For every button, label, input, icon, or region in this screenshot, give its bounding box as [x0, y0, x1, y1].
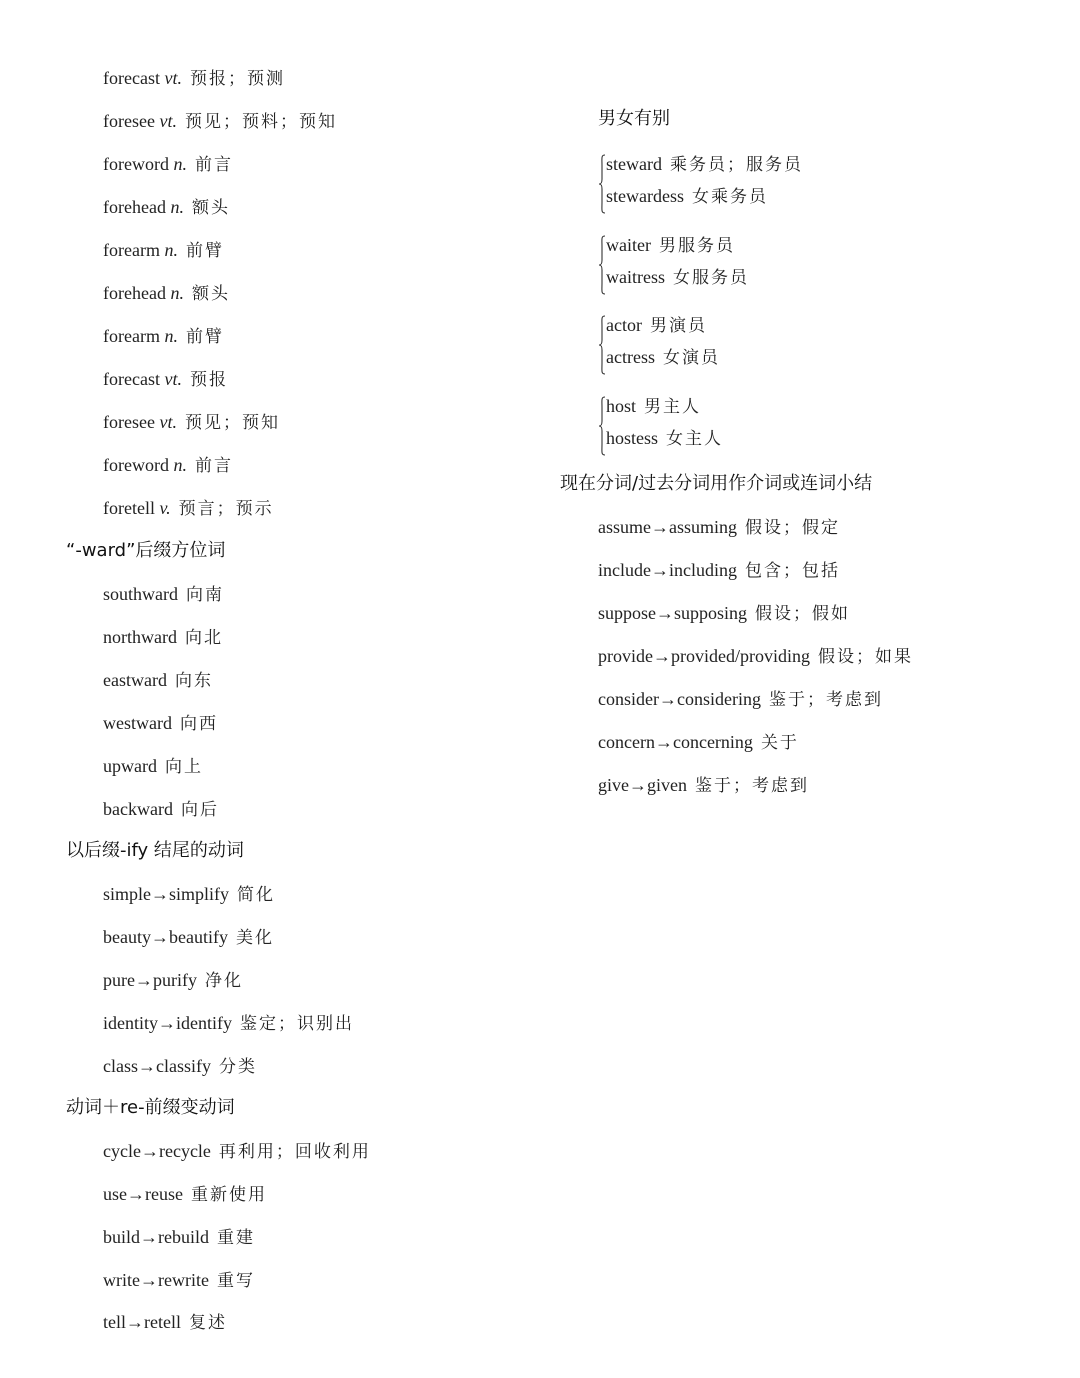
- vocab-entry: [606, 265, 749, 289]
- vocab-entry: [103, 324, 224, 348]
- vocab-meaning: 乘务员；服务员: [669, 155, 803, 175]
- vocab-entry: [598, 687, 883, 711]
- section-heading: 以后缀-ify 结尾的动词: [66, 840, 244, 861]
- vocab-meaning: 预报: [189, 370, 228, 390]
- vocab-word: actress: [606, 347, 655, 367]
- vocab-entry: [103, 238, 224, 262]
- vocab-entry: [103, 1268, 255, 1292]
- part-of-speech: n.: [164, 240, 178, 260]
- vocab-meaning: 鉴于；考虑到: [768, 690, 883, 710]
- vocab-entry: [103, 109, 337, 133]
- vocab-entry: [103, 925, 274, 949]
- vocab-meaning: 重写: [216, 1271, 255, 1291]
- vocab-entry: [103, 1310, 227, 1334]
- vocab-word: identity→identify: [103, 1013, 232, 1033]
- vocab-entry: [103, 66, 285, 90]
- part-of-speech: vt.: [164, 369, 182, 389]
- vocab-word: hostess: [606, 428, 659, 448]
- section-heading: 男女有别: [598, 108, 670, 129]
- vocab-meaning: 鉴于；考虑到: [694, 776, 809, 796]
- vocab-word: actor: [606, 315, 642, 335]
- part-of-speech: vt.: [159, 412, 177, 432]
- vocab-word: write→rewrite: [103, 1270, 209, 1290]
- part-of-speech: n.: [173, 154, 187, 174]
- vocab-entry: [103, 668, 213, 692]
- part-of-speech: n.: [170, 197, 184, 217]
- vocab-word: forearm: [103, 240, 160, 260]
- vocab-entry: [606, 345, 720, 369]
- vocab-entry: [103, 882, 275, 906]
- vocab-meaning: 额头: [191, 198, 230, 218]
- vocab-entry: [606, 394, 701, 418]
- vocab-entry: [103, 1182, 267, 1206]
- vocab-meaning: 预报；预测: [189, 69, 285, 89]
- vocab-meaning: 包含；包括: [744, 561, 840, 581]
- vocab-entry: [103, 1225, 255, 1249]
- curly-brace-icon: [598, 154, 606, 214]
- vocab-word: foreword: [103, 455, 169, 475]
- vocab-entry: [598, 773, 809, 797]
- vocab-meaning: 额头: [191, 284, 230, 304]
- vocab-word: stewardess: [606, 186, 684, 206]
- vocab-meaning: 前臂: [185, 241, 224, 261]
- vocab-entry: [103, 754, 203, 778]
- vocab-entry: [103, 582, 224, 606]
- vocab-word: forecast: [103, 68, 160, 88]
- vocab-meaning: 重建: [217, 1228, 255, 1248]
- vocab-word: give→given: [598, 775, 687, 795]
- vocab-meaning: 关于: [760, 733, 799, 753]
- vocab-entry: [103, 367, 228, 391]
- vocab-word: waitress: [606, 267, 665, 287]
- vocab-word: suppose→supposing: [598, 603, 748, 623]
- vocab-meaning: 预言；预示: [178, 499, 274, 519]
- vocab-entry: [103, 968, 243, 992]
- vocab-meaning: 简化: [237, 885, 275, 905]
- vocab-word: pure→purify: [103, 970, 197, 990]
- part-of-speech: n.: [170, 283, 184, 303]
- vocab-meaning: 美化: [235, 928, 274, 948]
- vocab-meaning: 向后: [180, 800, 219, 820]
- vocab-word: consider→considering: [598, 689, 761, 709]
- vocab-word: upward: [103, 756, 157, 776]
- vocab-entry: [598, 644, 913, 668]
- vocab-meaning: 假设；假定: [745, 518, 840, 538]
- vocab-meaning: 向上: [164, 757, 203, 777]
- vocab-word: tell→retell: [103, 1312, 181, 1332]
- vocab-entry: [103, 1011, 354, 1035]
- part-of-speech: v.: [159, 498, 171, 518]
- vocab-meaning: 向西: [179, 714, 218, 734]
- vocab-word: foretell: [103, 498, 155, 518]
- vocab-entry: [103, 453, 233, 477]
- vocab-entry: [103, 711, 218, 735]
- vocab-word: forehead: [103, 197, 166, 217]
- vocab-entry: [103, 797, 219, 821]
- part-of-speech: n.: [173, 455, 187, 475]
- vocab-entry: [103, 496, 274, 520]
- vocab-entry: [598, 730, 799, 754]
- vocab-meaning: 向南: [186, 585, 224, 605]
- vocab-word: host: [606, 396, 637, 416]
- vocab-word: foresee: [103, 412, 155, 432]
- vocab-word: backward: [103, 799, 173, 819]
- vocab-entry: [103, 152, 233, 176]
- vocab-meaning: 预见；预知: [184, 413, 280, 433]
- vocab-entry: [606, 426, 723, 450]
- vocab-meaning: 假设；如果: [817, 647, 913, 667]
- section-heading: 动词＋re-前缀变动词: [66, 1097, 235, 1118]
- vocab-word: foreword: [103, 154, 169, 174]
- vocab-word: include→including: [598, 560, 737, 580]
- vocab-word: build→rebuild: [103, 1227, 209, 1247]
- vocab-word: forearm: [103, 326, 160, 346]
- vocab-meaning: 分类: [218, 1057, 257, 1077]
- part-of-speech: vt.: [164, 68, 182, 88]
- vocab-word: forecast: [103, 369, 160, 389]
- vocab-meaning: 前言: [194, 155, 233, 175]
- part-of-speech: vt.: [159, 111, 177, 131]
- vocab-meaning: 重新使用: [190, 1185, 267, 1205]
- vocab-meaning: 前臂: [185, 327, 224, 347]
- vocab-meaning: 净化: [204, 971, 243, 991]
- vocab-word: northward: [103, 627, 177, 647]
- vocab-word: southward: [103, 584, 178, 604]
- vocab-word: assume→assuming: [598, 517, 737, 537]
- vocab-entry: [103, 1139, 371, 1163]
- vocab-word: foresee: [103, 111, 155, 131]
- vocab-entry: [598, 558, 840, 582]
- vocab-entry: [103, 1054, 257, 1078]
- vocab-entry: [598, 601, 850, 625]
- vocab-meaning: 向东: [174, 671, 213, 691]
- vocab-word: class→classify: [103, 1056, 211, 1076]
- vocab-entry: [103, 625, 223, 649]
- curly-brace-icon: [598, 315, 606, 375]
- vocab-entry: [606, 152, 803, 176]
- vocab-meaning: 鉴定；识别出: [239, 1014, 354, 1034]
- vocab-meaning: 男服务员: [658, 236, 735, 256]
- vocab-word: beauty→beautify: [103, 927, 228, 947]
- vocab-entry: [103, 281, 230, 305]
- vocab-meaning: 女主人: [666, 429, 724, 449]
- section-heading: “-ward”后缀方位词: [66, 540, 226, 561]
- vocab-word: provide→provided/providing: [598, 646, 810, 666]
- vocab-meaning: 男演员: [649, 316, 707, 336]
- vocab-meaning: 向北: [184, 628, 223, 648]
- vocab-entry: [606, 233, 735, 257]
- curly-brace-icon: [598, 396, 606, 456]
- vocab-meaning: 复述: [188, 1313, 227, 1333]
- vocab-word: concern→concerning: [598, 732, 753, 752]
- vocab-entry: [598, 515, 840, 539]
- vocab-meaning: 女乘务员: [691, 187, 768, 207]
- vocab-meaning: 再利用；回收利用: [218, 1142, 371, 1162]
- vocab-word: westward: [103, 713, 172, 733]
- curly-brace-icon: [598, 235, 606, 295]
- vocab-word: simple→simplify: [103, 884, 229, 904]
- vocab-word: cycle→recycle: [103, 1141, 211, 1161]
- vocab-meaning: 女演员: [662, 348, 720, 368]
- section-heading: 现在分词/过去分词用作介词或连词小结: [560, 473, 873, 494]
- vocab-entry: [103, 195, 230, 219]
- vocab-word: waiter: [606, 235, 651, 255]
- part-of-speech: n.: [164, 326, 178, 346]
- vocab-meaning: 女服务员: [672, 268, 749, 288]
- vocab-meaning: 男主人: [644, 397, 702, 417]
- vocab-entry: [103, 410, 280, 434]
- vocab-entry: [606, 313, 707, 337]
- vocab-entry: [606, 184, 768, 208]
- vocab-meaning: 前言: [194, 456, 233, 476]
- vocab-word: use→reuse: [103, 1184, 183, 1204]
- vocab-word: forehead: [103, 283, 166, 303]
- vocab-word: eastward: [103, 670, 167, 690]
- vocab-word: steward: [606, 154, 662, 174]
- vocab-meaning: 假设；假如: [755, 604, 851, 624]
- vocab-meaning: 预见；预料；预知: [184, 112, 337, 132]
